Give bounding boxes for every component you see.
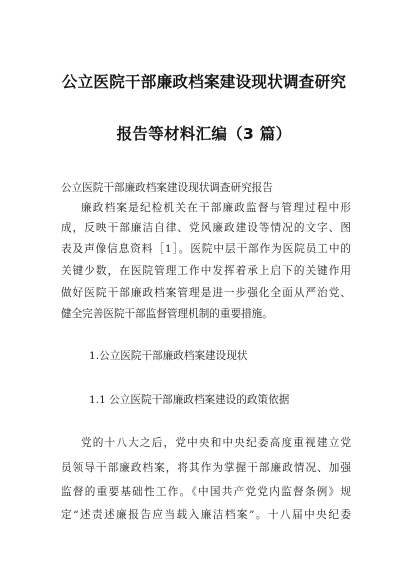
document-title-line-2: 报告等材料汇编（3 篇） xyxy=(116,125,292,143)
paragraph-1-line-5: 做好医院干部廉政档案管理是进一步强化全面从严治党、 xyxy=(61,287,351,299)
section-heading-1: 1.公立医院干部廉政档案建设现状 xyxy=(89,350,248,362)
document-title-line-1: 公立医院干部廉政档案建设现状调查研究 xyxy=(61,73,347,91)
paragraph-2-line-4: 定“述责述廉报告应当载入廉洁档案”。十八届中央纪委 xyxy=(61,509,351,521)
paragraph-1-line-3: 表及声像信息资料［1］。医院中层干部作为医院员工中的 xyxy=(61,243,351,255)
paragraph-1-line-2: 成，反映干部廉洁自律、党风廉政建设等情况的文字、图 xyxy=(61,222,351,234)
paragraph-2-line-2: 员领导干部廉政档案，将其作为掌握干部廉政情况、加强 xyxy=(61,462,351,474)
document-subtitle: 公立医院干部廉政档案建设现状调查研究报告 xyxy=(61,182,273,194)
paragraph-1-line-6: 健全完善医院干部监督管理机制的重要措施。 xyxy=(61,308,273,320)
paragraph-1-line-4: 关键少数，在医院管理工作中发挥着承上启下的关键作用 xyxy=(61,265,351,277)
section-heading-1-1: 1.1 公立医院干部廉政档案建设的政策依据 xyxy=(89,394,290,406)
paragraph-1-line-1: 廉政档案是纪检机关在干部廉政监督与管理过程中形 xyxy=(81,202,351,214)
paragraph-2-line-1: 党的十八大之后，党中央和中央纪委高度重视建立党 xyxy=(81,437,351,449)
paragraph-2-line-3: 监督的重要基础性工作。《中国共产党党内监督条例》规 xyxy=(61,486,351,498)
